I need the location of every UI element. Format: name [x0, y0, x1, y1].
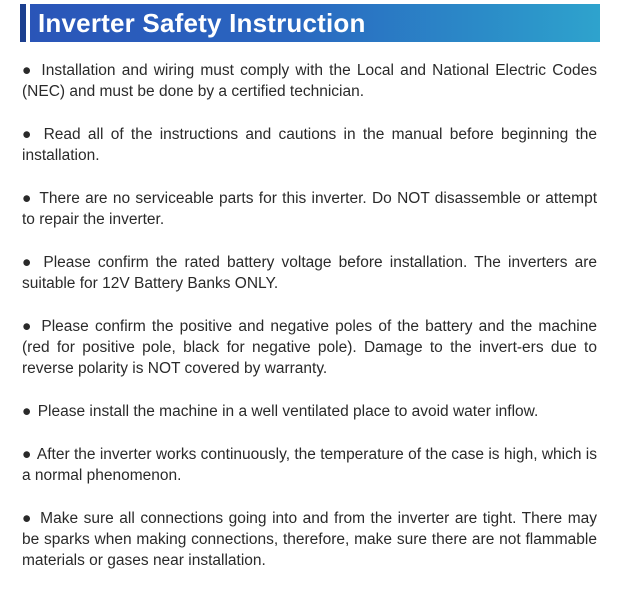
list-item-text: Please confirm the positive and negative poles of the battery and the machine (red for positive pole, black for negative pole). Damage to the invert-ers due to reverse polarity is NOT covered by warranty. — [22, 318, 597, 377]
page-title: Inverter Safety Instruction — [38, 8, 366, 38]
safety-instruction-list — [22, 60, 597, 593]
bullet-icon: ● — [22, 254, 35, 271]
bullet-icon: ● — [22, 403, 32, 420]
header-accent-bar — [20, 4, 26, 42]
list-item-text: Please install the machine in a well ventilated place to avoid water inflow. — [37, 403, 539, 420]
bullet-icon: ● — [22, 126, 35, 143]
list-item — [22, 444, 597, 486]
list-item-text: After the inverter works continuously, the temperature of the case is high, which is a normal phenomenon. — [22, 446, 597, 484]
bullet-icon: ● — [22, 510, 33, 527]
list-item-text: Make sure all connections going into and from the inverter are tight. There may be sparks when making connections, therefore, make sure there are not flammable materials or gases near installation. — [22, 510, 597, 569]
list-item — [22, 252, 597, 294]
bullet-icon: ● — [22, 318, 34, 335]
list-item — [22, 508, 597, 571]
list-item — [22, 316, 597, 379]
bullet-icon: ● — [22, 446, 32, 463]
list-item-text: There are no serviceable parts for this inverter. Do NOT disassemble or attempt to repair the inverter. — [22, 190, 597, 228]
list-item — [22, 60, 597, 102]
list-item-text: Installation and wiring must comply with the Local and National Electric Codes (NEC) and must be done by a certified technician. — [22, 62, 597, 100]
list-item — [22, 124, 597, 166]
bullet-icon: ● — [22, 62, 34, 79]
list-item — [22, 188, 597, 230]
list-item-text: Please confirm the rated battery voltage before installation. The inverters are suitable for 12V Battery Banks ONLY. — [22, 254, 597, 292]
list-item-text: Read all of the instructions and cautions in the manual before beginning the installation. — [22, 126, 597, 164]
bullet-icon: ● — [22, 190, 33, 207]
section-header — [20, 4, 600, 42]
list-item — [22, 401, 597, 422]
header-banner — [30, 4, 600, 42]
